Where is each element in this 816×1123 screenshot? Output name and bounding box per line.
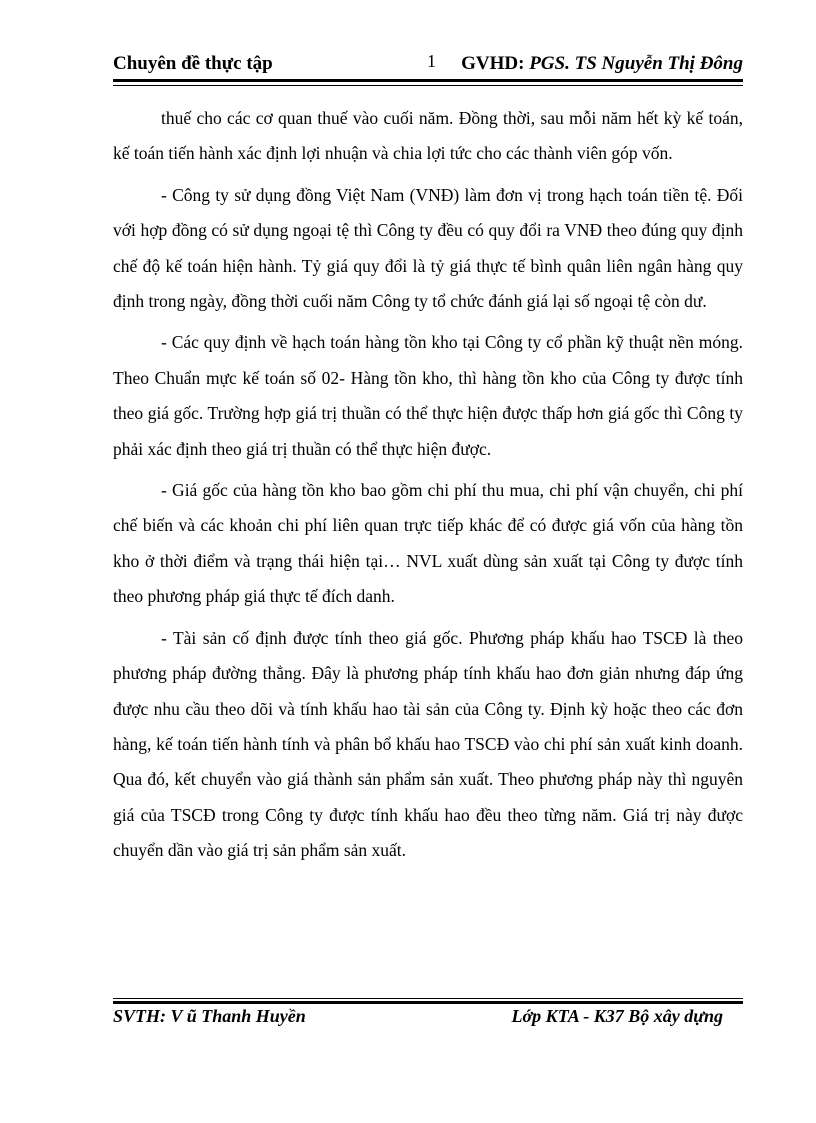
header-advisor-name: PGS. TS Nguyễn Thị Đông (529, 53, 743, 74)
footer-rule-thin (113, 998, 743, 999)
header-rule-thick (113, 79, 743, 82)
page-header (113, 50, 743, 78)
footer-class: Lớp KTA - K37 Bộ xây dựng (511, 1006, 723, 1026)
header-title: Chuyên đề thực tập (113, 53, 273, 74)
document-body (113, 101, 743, 875)
page-number: 1 (427, 51, 436, 71)
footer-rule-thick (113, 1001, 743, 1004)
header-advisor (461, 53, 743, 75)
paragraph: thuế cho các cơ quan thuế vào cuối năm. Đồng thời, sau mỗi năm hết kỳ kế toán, kế toán tiến hành xác định lợi nhuận và chia lợi tức cho các thành viên góp vốn. (113, 108, 743, 164)
paragraph: - Giá gốc của hàng tồn kho bao gồm chi phí thu mua, chi phí vận chuyển, chi phí chế biến và các khoản chi phí liên quan trực tiếp khác để có được giá vốn của hàng tồn kho ở thời điểm và trạng thái hiện tại… NVL xuất dùng sản xuất tại Công ty được tính theo phương pháp giá thực tế đích danh. (113, 480, 743, 607)
header-advisor-label: GVHD: (461, 53, 530, 74)
paragraph: - Các quy định về hạch toán hàng tồn kho tại Công ty cổ phần kỹ thuật nền móng. Theo Chuẩn mực kế toán số 02- Hàng tồn kho, thì hàng tồn kho của Công ty được tính theo giá gốc. Trường hợp giá trị thuần có thể thực hiện được thấp hơn giá gốc thì Công ty phải xác định theo giá trị thuần có thể thực hiện được. (113, 332, 743, 459)
header-rule-thin (113, 85, 743, 86)
footer-student: SVTH: V ũ Thanh Huyền (113, 1006, 306, 1026)
paragraph: - Công ty sử dụng đồng Việt Nam (VNĐ) làm đơn vị trong hạch toán tiền tệ. Đối với hợp đồng có sử dụng ngoại tệ thì Công ty đều có quy đổi ra VNĐ theo đúng quy định chế độ kế toán hiện hành. Tỷ giá quy đổi là tỷ giá thực tế bình quân liên ngân hàng quy định trong ngày, đồng thời cuối năm Công ty tổ chức đánh giá lại số ngoại tệ còn dư. (113, 184, 743, 312)
paragraph: - Tài sản cố định được tính theo giá gốc. Phương pháp khấu hao TSCĐ là theo phương pháp đường thẳng. Đây là phương pháp tính khấu hao đơn giản nhưng đáp ứng được nhu cầu theo dõi và tính khấu hao tài sản của Công ty. Định kỳ hoặc theo các đơn hàng, kế toán tiến hành tính và phân bổ khấu hao TSCĐ vào chi phí sản xuất kinh doanh. Qua đó, kết chuyển vào giá thành sản phẩm sản xuất. Theo phương pháp này thì nguyên giá của TSCĐ trong Công ty được tính khấu hao đều theo từng năm. Giá trị này được chuyển dần vào giá trị sản phẩm sản xuất. (113, 627, 743, 861)
